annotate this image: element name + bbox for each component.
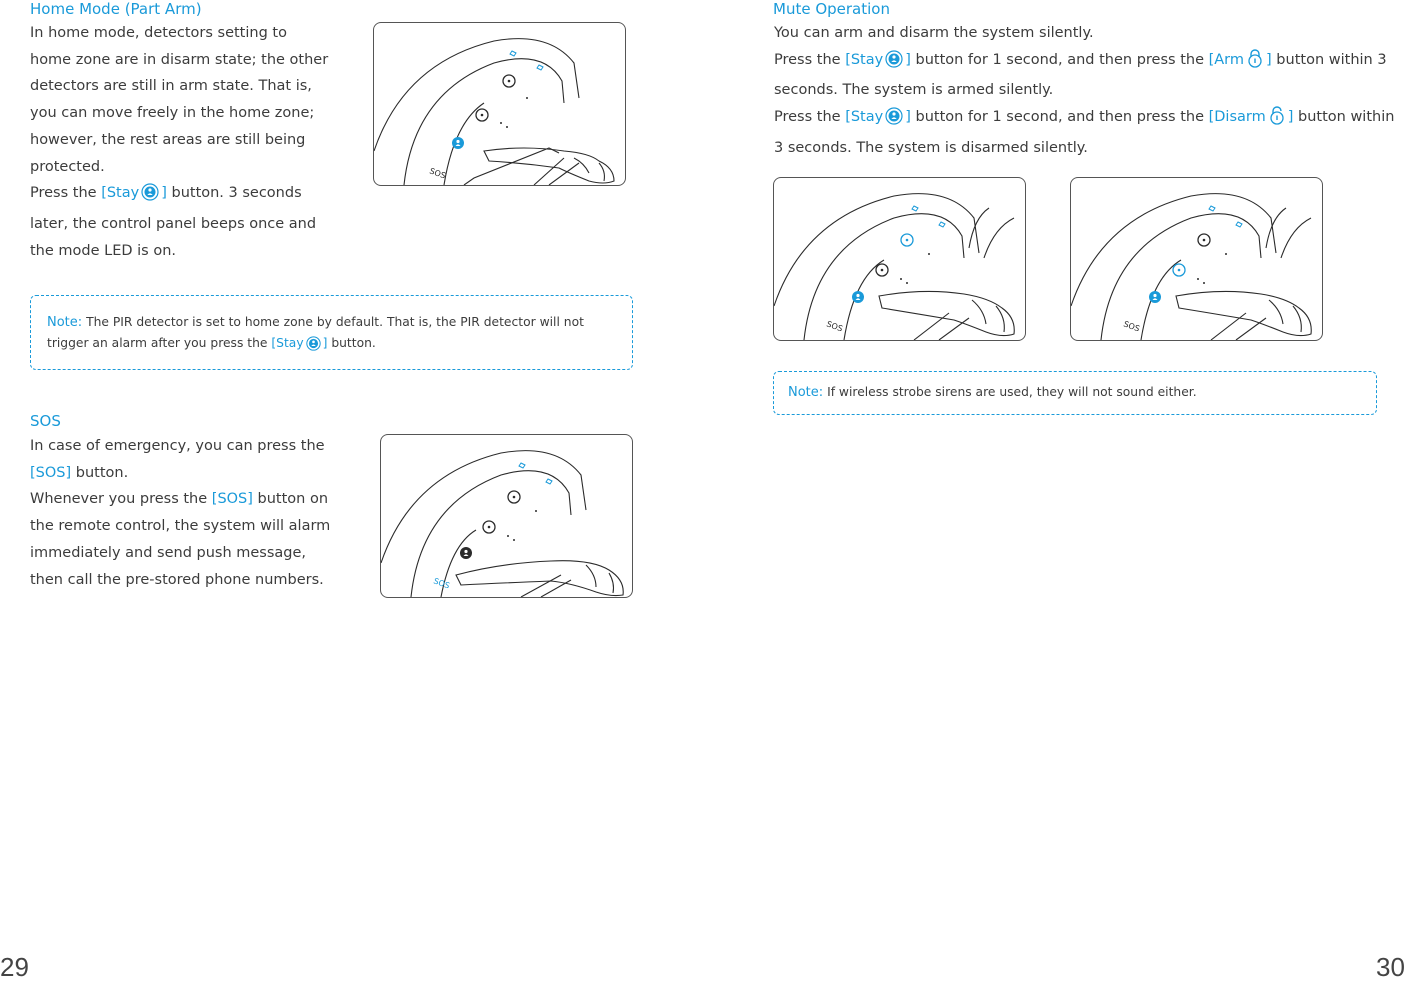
stay-tag: [Stay bbox=[845, 51, 884, 68]
mute-line: You can arm and disarm the system silently. bbox=[774, 25, 1094, 41]
sos-heading: SOS bbox=[30, 412, 61, 430]
sos-tag: [SOS] bbox=[30, 464, 72, 481]
note-line2-prefix: trigger an alarm after you press the bbox=[47, 336, 272, 350]
press-suffix: button. 3 seconds bbox=[166, 185, 302, 202]
mute-line: seconds. The system is armed silently. bbox=[774, 82, 1054, 99]
stay-tag-close: ] bbox=[161, 185, 167, 202]
sos-line: In case of emergency, you can press the bbox=[30, 438, 325, 454]
home-mode-text bbox=[30, 20, 350, 264]
sos-remote-label: SOS bbox=[825, 319, 844, 334]
disarm-tag-close: ] bbox=[1287, 109, 1294, 126]
stay-tag-close: ] bbox=[905, 109, 911, 126]
sos-line3-prefix: Whenever you press the bbox=[30, 491, 212, 508]
sos-line: immediately and send push message, bbox=[30, 544, 307, 561]
stay-tag-close: ] bbox=[905, 51, 911, 68]
stay-icon bbox=[141, 183, 159, 211]
note-label: Note: bbox=[788, 385, 824, 400]
remote-illustration-mute-disarm bbox=[1070, 177, 1323, 341]
sos-remote-label: SOS bbox=[428, 166, 447, 181]
home-mode-press-line bbox=[30, 180, 350, 211]
home-mode-line: home zone are in disarm state; the other bbox=[30, 51, 329, 68]
disarm-tag: [Disarm bbox=[1208, 109, 1266, 126]
siren-note-box bbox=[773, 371, 1377, 415]
stay-icon bbox=[306, 336, 321, 358]
home-mode-line: protected. bbox=[30, 158, 105, 175]
note-line1: The PIR detector is set to home zone by default. That is, the PIR detector will not bbox=[82, 315, 584, 329]
remote-illustration-stay bbox=[373, 22, 626, 186]
mute-mid: button for 1 second, and then press the bbox=[910, 109, 1209, 126]
mute-heading: Mute Operation bbox=[773, 0, 890, 18]
mute-mid: button for 1 second, and then press the bbox=[910, 51, 1209, 68]
note-line2-suffix: button. bbox=[327, 336, 376, 350]
mute-text bbox=[774, 20, 1395, 162]
sos-line bbox=[30, 460, 360, 487]
sos-line2-suffix: button. bbox=[71, 464, 129, 481]
disarm-lock-icon bbox=[1268, 105, 1286, 135]
sos-tag: [SOS] bbox=[211, 491, 253, 508]
sos-remote-label: SOS bbox=[1122, 319, 1141, 334]
sos-text bbox=[30, 433, 360, 593]
arm-tag-close: ] bbox=[1266, 51, 1272, 68]
sos-line: the remote control, the system will alarm bbox=[30, 518, 331, 535]
disarm-suffix: button within bbox=[1293, 109, 1395, 126]
remote-illustration-mute-arm bbox=[773, 177, 1026, 341]
pir-note-box bbox=[30, 295, 633, 370]
sos-line bbox=[30, 486, 360, 513]
home-mode-line: however, the rest areas are still being bbox=[30, 131, 306, 148]
stay-tag-close: ] bbox=[322, 336, 328, 350]
home-mode-line: the mode LED is on. bbox=[30, 242, 177, 259]
home-mode-line: In home mode, detectors setting to bbox=[30, 25, 287, 41]
arm-lock-icon bbox=[1246, 48, 1264, 78]
stay-tag: [Stay bbox=[271, 336, 304, 350]
arm-tag: [Arm bbox=[1208, 51, 1245, 68]
mute-disarm-line bbox=[774, 104, 1395, 135]
arm-suffix: button within 3 bbox=[1271, 51, 1387, 68]
stay-icon bbox=[885, 50, 903, 78]
remote-illustration-sos bbox=[380, 434, 633, 598]
press-prefix: Press the bbox=[774, 51, 846, 68]
mute-line: 3 seconds. The system is disarmed silently. bbox=[774, 139, 1088, 156]
stay-icon bbox=[885, 107, 903, 135]
note-label: Note: bbox=[47, 315, 83, 330]
stay-tag: [Stay bbox=[101, 185, 140, 202]
home-mode-line: later, the control panel beeps once and bbox=[30, 215, 317, 232]
press-prefix: Press the bbox=[774, 109, 846, 126]
home-mode-line: you can move freely in the home zone; bbox=[30, 105, 315, 122]
note-text: If wireless strobe sirens are used, they will not sound either. bbox=[823, 385, 1197, 399]
stay-tag: [Stay bbox=[845, 109, 884, 126]
sos-remote-label: SOS bbox=[432, 576, 451, 591]
sos-line: then call the pre-stored phone numbers. bbox=[30, 571, 324, 588]
page-number-right: 30 bbox=[1376, 952, 1405, 982]
sos-line3-suffix: button on bbox=[252, 491, 329, 508]
mute-arm-line bbox=[774, 47, 1387, 78]
page-number-left: 29 bbox=[0, 952, 29, 982]
home-mode-line: detectors are still in arm state. That is, bbox=[30, 78, 312, 95]
press-prefix: Press the bbox=[30, 185, 102, 202]
home-mode-heading: Home Mode (Part Arm) bbox=[30, 0, 202, 18]
